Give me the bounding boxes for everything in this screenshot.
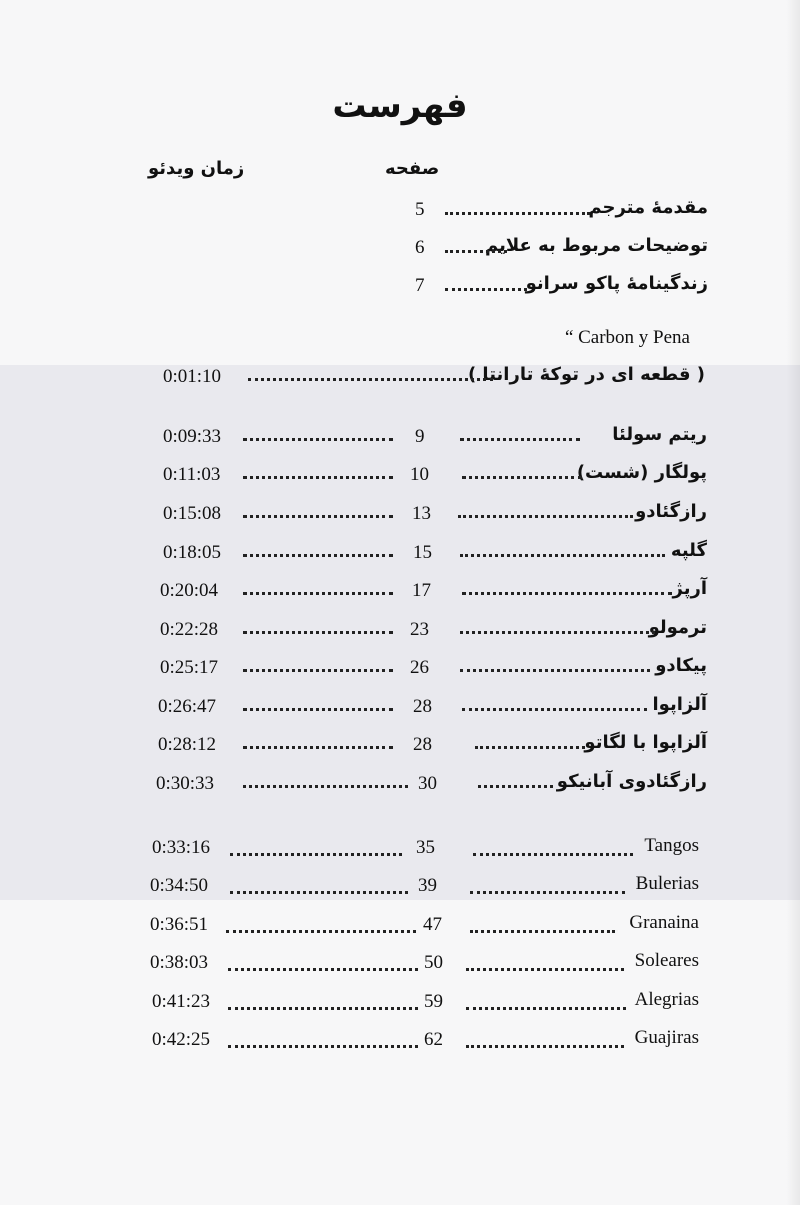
carbon-time: 0:01:10 [163, 366, 222, 387]
technique-row-8-label: آلزاپوا [652, 694, 707, 715]
intro-row-2-label: توضیحات مربوط به علایم [485, 235, 708, 256]
piece-row-6-label: Guajiras [634, 1027, 699, 1048]
piece-row-5-page: 59 [424, 991, 443, 1012]
technique-row-5-time: 0:20:04 [160, 580, 219, 601]
piece-row-2-time: 0:34:50 [150, 875, 209, 896]
technique-row-8-time-leader [243, 708, 393, 711]
piece-row-2-time-leader [230, 891, 408, 894]
technique-row-1-page: 9 [415, 426, 425, 447]
intro-row-1-page: 5 [415, 199, 425, 220]
piece-row-4-time: 0:38:03 [150, 952, 209, 973]
piece-row-6-time-leader [228, 1045, 418, 1048]
piece-row-2-page: 39 [418, 875, 437, 896]
technique-row-9-time: 0:28:12 [158, 734, 217, 755]
technique-row-9-page: 28 [413, 734, 432, 755]
piece-row-1-page: 35 [416, 837, 435, 858]
technique-row-6-label: ترمولو [648, 617, 707, 638]
piece-row-1-time-leader [230, 853, 402, 856]
piece-row-2-leader [470, 891, 625, 894]
technique-row-9-time-leader [243, 746, 393, 749]
technique-row-4-time-leader [243, 554, 393, 557]
technique-row-7-label: پیکادو [655, 655, 707, 676]
piece-row-6-leader [466, 1045, 624, 1048]
technique-row-2-label: پولگار (شست) [576, 462, 707, 483]
technique-row-6-leader [460, 631, 655, 634]
piece-row-6-page: 62 [424, 1029, 443, 1050]
piece-row-5-label: Alegrias [634, 989, 699, 1010]
technique-row-9-leader [475, 746, 585, 749]
technique-row-8-leader [462, 708, 647, 711]
technique-row-1-leader [460, 438, 580, 441]
intro-row-1-label: مقدمهٔ مترجم [588, 197, 708, 218]
page-edge-shadow [786, 0, 800, 1205]
technique-row-10-time: 0:30:33 [156, 773, 215, 794]
technique-row-1-time-leader [243, 438, 393, 441]
piece-row-2-label: Bulerias [635, 873, 699, 894]
carbon-leader [248, 378, 493, 381]
technique-row-3-leader [458, 515, 633, 518]
piece-row-1-time: 0:33:16 [152, 837, 211, 858]
carbon-subtitle: ( قطعه ای در توکهٔ تارانتا ) [467, 364, 705, 385]
technique-row-7-leader [460, 669, 650, 672]
technique-row-9-label: آلزاپوا با لگاتو [584, 732, 707, 753]
piece-row-3-time: 0:36:51 [150, 914, 209, 935]
technique-row-10-label: رازگئادوی آبانیکو [556, 771, 707, 792]
technique-row-3-label: رازگئادو [635, 501, 707, 522]
video-time-column-header: زمان ویدئو [148, 158, 245, 179]
technique-row-4-label: گلپه [670, 540, 707, 561]
carbon-title: “ Carbon y Pena [564, 327, 690, 348]
technique-row-2-page: 10 [410, 464, 429, 485]
intro-row-3-leader [445, 288, 527, 291]
intro-row-3-page: 7 [415, 275, 425, 296]
technique-row-4-page: 15 [413, 542, 432, 563]
technique-row-5-page: 17 [412, 580, 431, 601]
technique-row-3-page: 13 [412, 503, 431, 524]
technique-row-8-time: 0:26:47 [158, 696, 217, 717]
intro-row-2-leader [445, 250, 507, 253]
technique-row-6-time: 0:22:28 [160, 619, 219, 640]
technique-row-7-time: 0:25:17 [160, 657, 219, 678]
intro-row-3-label: زندگینامهٔ پاکو سرانو [525, 273, 708, 294]
piece-row-4-leader [466, 968, 624, 971]
technique-row-4-time: 0:18:05 [163, 542, 222, 563]
piece-row-3-time-leader [226, 930, 416, 933]
technique-row-2-leader [462, 476, 582, 479]
technique-row-5-leader [462, 592, 672, 595]
piece-row-1-leader [473, 853, 633, 856]
piece-row-3-page: 47 [423, 914, 442, 935]
piece-row-5-leader [466, 1007, 626, 1010]
technique-row-6-page: 23 [410, 619, 429, 640]
technique-row-10-time-leader [243, 785, 408, 788]
piece-row-4-label: Soleares [634, 950, 699, 971]
technique-row-5-label: آرپژ [672, 578, 707, 599]
piece-row-1-label: Tangos [644, 835, 699, 856]
page-title: فهرست [332, 86, 468, 126]
technique-row-8-page: 28 [413, 696, 432, 717]
intro-row-1-leader [445, 212, 590, 215]
technique-row-6-time-leader [243, 631, 393, 634]
technique-row-2-time: 0:11:03 [163, 464, 221, 485]
technique-row-7-page: 26 [410, 657, 429, 678]
piece-row-3-leader [470, 930, 615, 933]
technique-row-10-page: 30 [418, 773, 437, 794]
technique-row-10-leader [478, 785, 553, 788]
technique-row-5-time-leader [243, 592, 393, 595]
technique-row-3-time: 0:15:08 [163, 503, 222, 524]
piece-row-4-time-leader [228, 968, 418, 971]
page-column-header: صفحه [385, 158, 440, 179]
piece-row-5-time-leader [228, 1007, 418, 1010]
technique-row-1-label: ریتم سولئا [612, 424, 707, 445]
technique-row-2-time-leader [243, 476, 393, 479]
technique-row-4-leader [460, 554, 665, 557]
piece-row-4-page: 50 [424, 952, 443, 973]
intro-row-2-page: 6 [415, 237, 425, 258]
technique-row-7-time-leader [243, 669, 393, 672]
piece-row-6-time: 0:42:25 [152, 1029, 211, 1050]
piece-row-3-label: Granaina [629, 912, 699, 933]
piece-row-5-time: 0:41:23 [152, 991, 211, 1012]
technique-row-3-time-leader [243, 515, 393, 518]
technique-row-1-time: 0:09:33 [163, 426, 222, 447]
